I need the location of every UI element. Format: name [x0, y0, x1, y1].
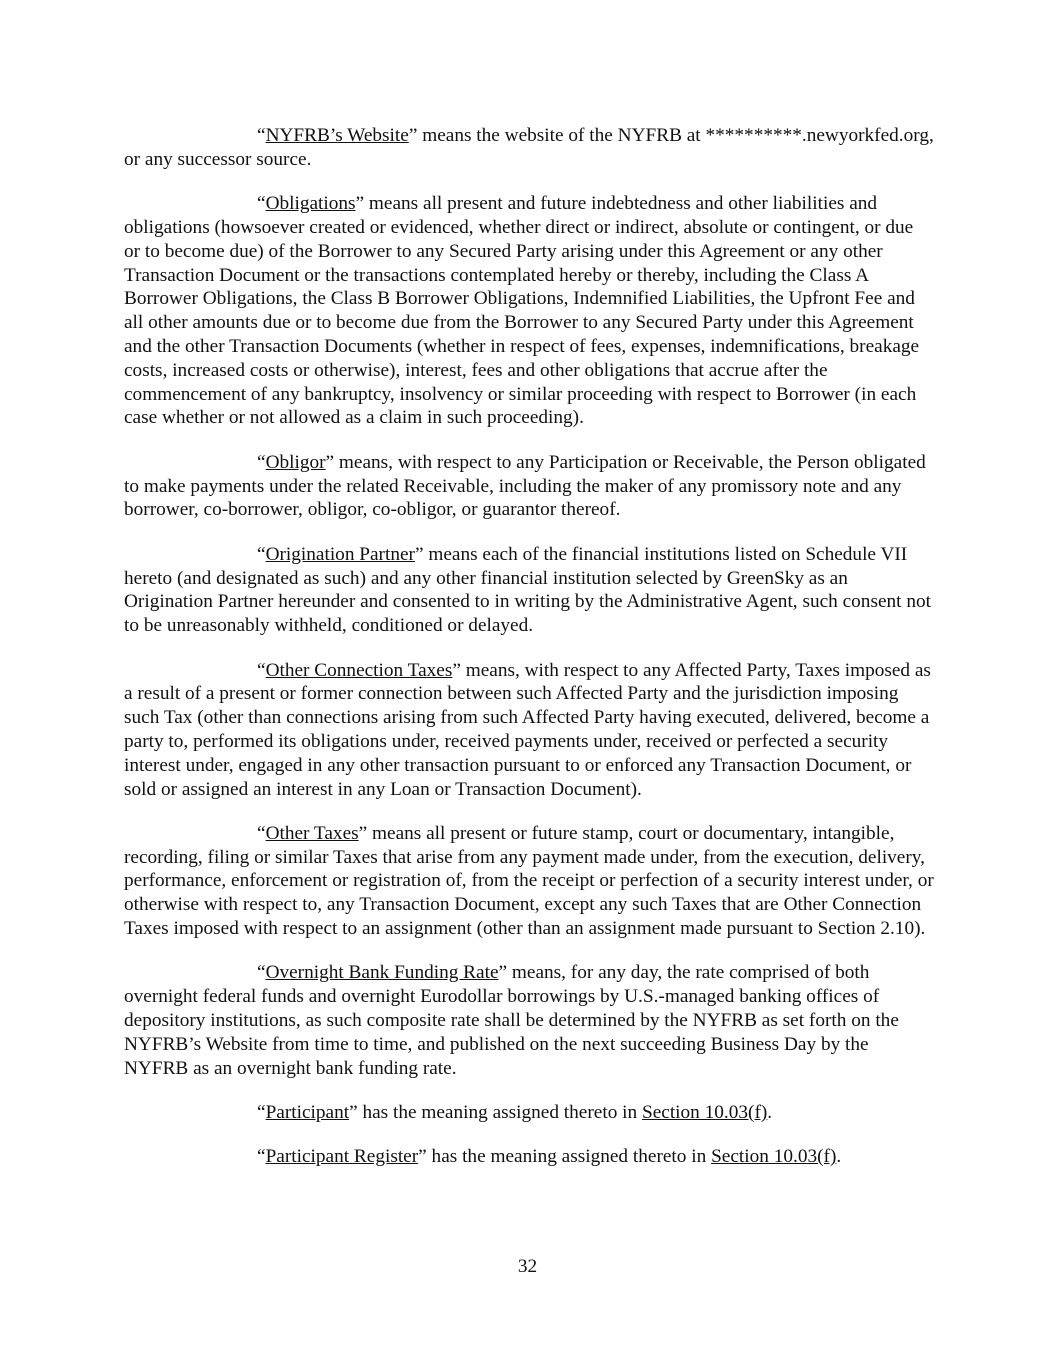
defined-term: Origination Partner [265, 543, 415, 565]
page-number: 32 [517, 1256, 538, 1277]
definition-obligor: “Obligor” means, with respect to any Participation or Receivable, the Person obligated to make payments under the related Receivable, including the maker of any promissory note and any borrower, co-borrower, obligor, co-obligor, or guarantor thereof. [124, 451, 926, 521]
definition-tail: . [836, 1146, 842, 1168]
document-page [124, 124, 934, 1190]
defined-term: Other Connection Taxes [265, 659, 453, 681]
defined-term: Participant Register [265, 1146, 419, 1168]
definition-participant-register: “Participant Register” has the meaning assigned thereto in Section 10.03(f). [257, 1146, 842, 1168]
defined-term: NYFRB’s Website [265, 125, 409, 146]
definition-nyfrbs-website: “NYFRB’s Website” means the website of the NYFRB at **********.newyorkfed.org, or any successor source. [124, 125, 934, 170]
section-reference: Section 10.03(f) [711, 1146, 837, 1168]
definition-text: means each of the financial institutions listed on Schedule VII hereto (and designated as such) and any other financial institution selected by GreenSky as an Origination Partner hereunder and consented to in writing by the Administrative Agent, such consent not to be unreasonably withheld, conditioned or delayed. [124, 543, 931, 637]
defined-term: Overnight Bank Funding Rate [265, 962, 499, 984]
definition-overnight-bank-funding-rate: “Overnight Bank Funding Rate” means, for any day, the rate comprised of both overnight federal funds and overnight Eurodollar borrowings by U.S.-managed banking offices of depository institutions, as such composite rate shall be determined by the NYFRB as set forth on the NYFRB’s Website from time to time, and published on the next succeeding Business Day by the NYFRB as an overnight bank funding rate. [124, 962, 899, 1079]
definition-origination-partner: “Origination Partner” means each of the financial institutions listed on Schedule VII hereto (and designated as such) and any other financial institution selected by GreenSky as an Origination Partner hereunder and consented to in writing by the Administrative Agent, such consent not to be unreasonably withheld, conditioned or delayed. [124, 543, 931, 637]
definition-obligations: “Obligations” means all present and future indebtedness and other liabilities and obligations (howsoever created or evidenced, whether direct or indirect, absolute or contingent, or due or to become due) of the Borrower to any Secured Party arising under this Agreement or any other Transaction Document or the transactions contemplated hereby or thereby, including the Class A Borrower Obligations, the Class B Borrower Obligations, Indemnified Liabilities, the Upfront Fee and all other amounts due or to become due from the Borrower to any Secured Party under this Agreement and the other Transaction Documents (whether in respect of fees, expenses, indemnifications, breakage costs, increased costs or otherwise), interest, fees and other obligations that accrue after the commencement of any bankruptcy, insolvency or similar proceeding with respect to Borrower (in each case whether or not allowed as a claim in such proceeding). [124, 193, 920, 429]
defined-term: Obligations [265, 193, 356, 215]
definition-tail: . [767, 1102, 773, 1124]
definition-text: has the meaning assigned thereto in [357, 1102, 642, 1124]
defined-term: Participant [265, 1102, 350, 1124]
definition-participant: “Participant” has the meaning assigned thereto in Section 10.03(f). [257, 1102, 773, 1124]
definition-text: means all present and future indebtedness and other liabilities and obligations (howsoever created or evidenced, whether direct or indirect, absolute or contingent, or due or to become due) of the Borrower to any Secured Party arising under this Agreement or any other Transaction Document or the transactions contemplated hereby or thereby, including the Class A Borrower Obligations, the Class B Borrower Obligations, Indemnified Liabilities, the Upfront Fee and all other amounts due or to become due from the Borrower to any Secured Party under this Agreement and the other Transaction Documents (whether in respect of fees, expenses, indemnifications, breakage costs, increased costs or otherwise), interest, fees and other obligations that accrue after the commencement of any bankruptcy, insolvency or similar proceeding with respect to Borrower (in each case whether or not allowed as a claim in such proceeding). [124, 193, 920, 429]
definition-text: means the website of the NYFRB at **********.newyorkfed.org, or any successor source. [124, 125, 934, 170]
definition-text: means, with respect to any Affected Party, Taxes imposed as a result of a present or former connection between such Affected Party and the jurisdiction imposing such Tax (other than connections arising from such Affected Party having executed, delivered, become a party to, performed its obligations under, received payments under, received or perfected a security interest under, engaged in any other transaction pursuant to or enforced any Transaction Document, or sold or assigned an interest in any Loan or Transaction Document). [124, 659, 931, 800]
defined-term: Other Taxes [265, 822, 359, 844]
definition-other-taxes: “Other Taxes” means all present or future stamp, court or documentary, intangible, recording, filing or similar Taxes that arise from any payment made under, from the execution, delivery, performance, enforcement or registration of, from the receipt or perfection of a security interest under, or otherwise with respect to, any Transaction Document, except any such Taxes that are Other Connection Taxes imposed with respect to an assignment (other than an assignment made pursuant to Section 2.10). [124, 822, 934, 940]
defined-term: Obligor [265, 451, 326, 473]
definition-text: means, for any day, the rate comprised of both overnight federal funds and overnight Eurodollar borrowings by U.S.-managed banking offices of depository institutions, as such composite rate shall be determined by the NYFRB as set forth on the NYFRB’s Website from time to time, and published on the next succeeding Business Day by the NYFRB as an overnight bank funding rate. [124, 962, 899, 1079]
definition-text: means all present or future stamp, court or documentary, intangible, recording, filing or similar Taxes that arise from any payment made under, from the execution, delivery, performance, enforcement or registration of, from the receipt or perfection of a security interest under, or otherwise with respect to, any Transaction Document, except any such Taxes that are Other Connection Taxes imposed with respect to an assignment (other than an assignment made pursuant to Section 2.10). [124, 822, 934, 940]
definition-text: means, with respect to any Participation or Receivable, the Person obligated to make payments under the related Receivable, including the maker of any promissory note and any borrower, co-borrower, obligor, co-obligor, or guarantor thereof. [124, 451, 926, 521]
section-reference: Section 10.03(f) [641, 1102, 768, 1124]
definition-other-connection-taxes: “Other Connection Taxes” means, with respect to any Affected Party, Taxes imposed as a result of a present or former connection between such Affected Party and the jurisdiction imposing such Tax (other than connections arising from such Affected Party having executed, delivered, become a party to, performed its obligations under, received payments under, received or perfected a security interest under, engaged in any other transaction pursuant to or enforced any Transaction Document, or sold or assigned an interest in any Loan or Transaction Document). [124, 659, 931, 800]
definition-text: has the meaning assigned thereto in [426, 1146, 712, 1168]
